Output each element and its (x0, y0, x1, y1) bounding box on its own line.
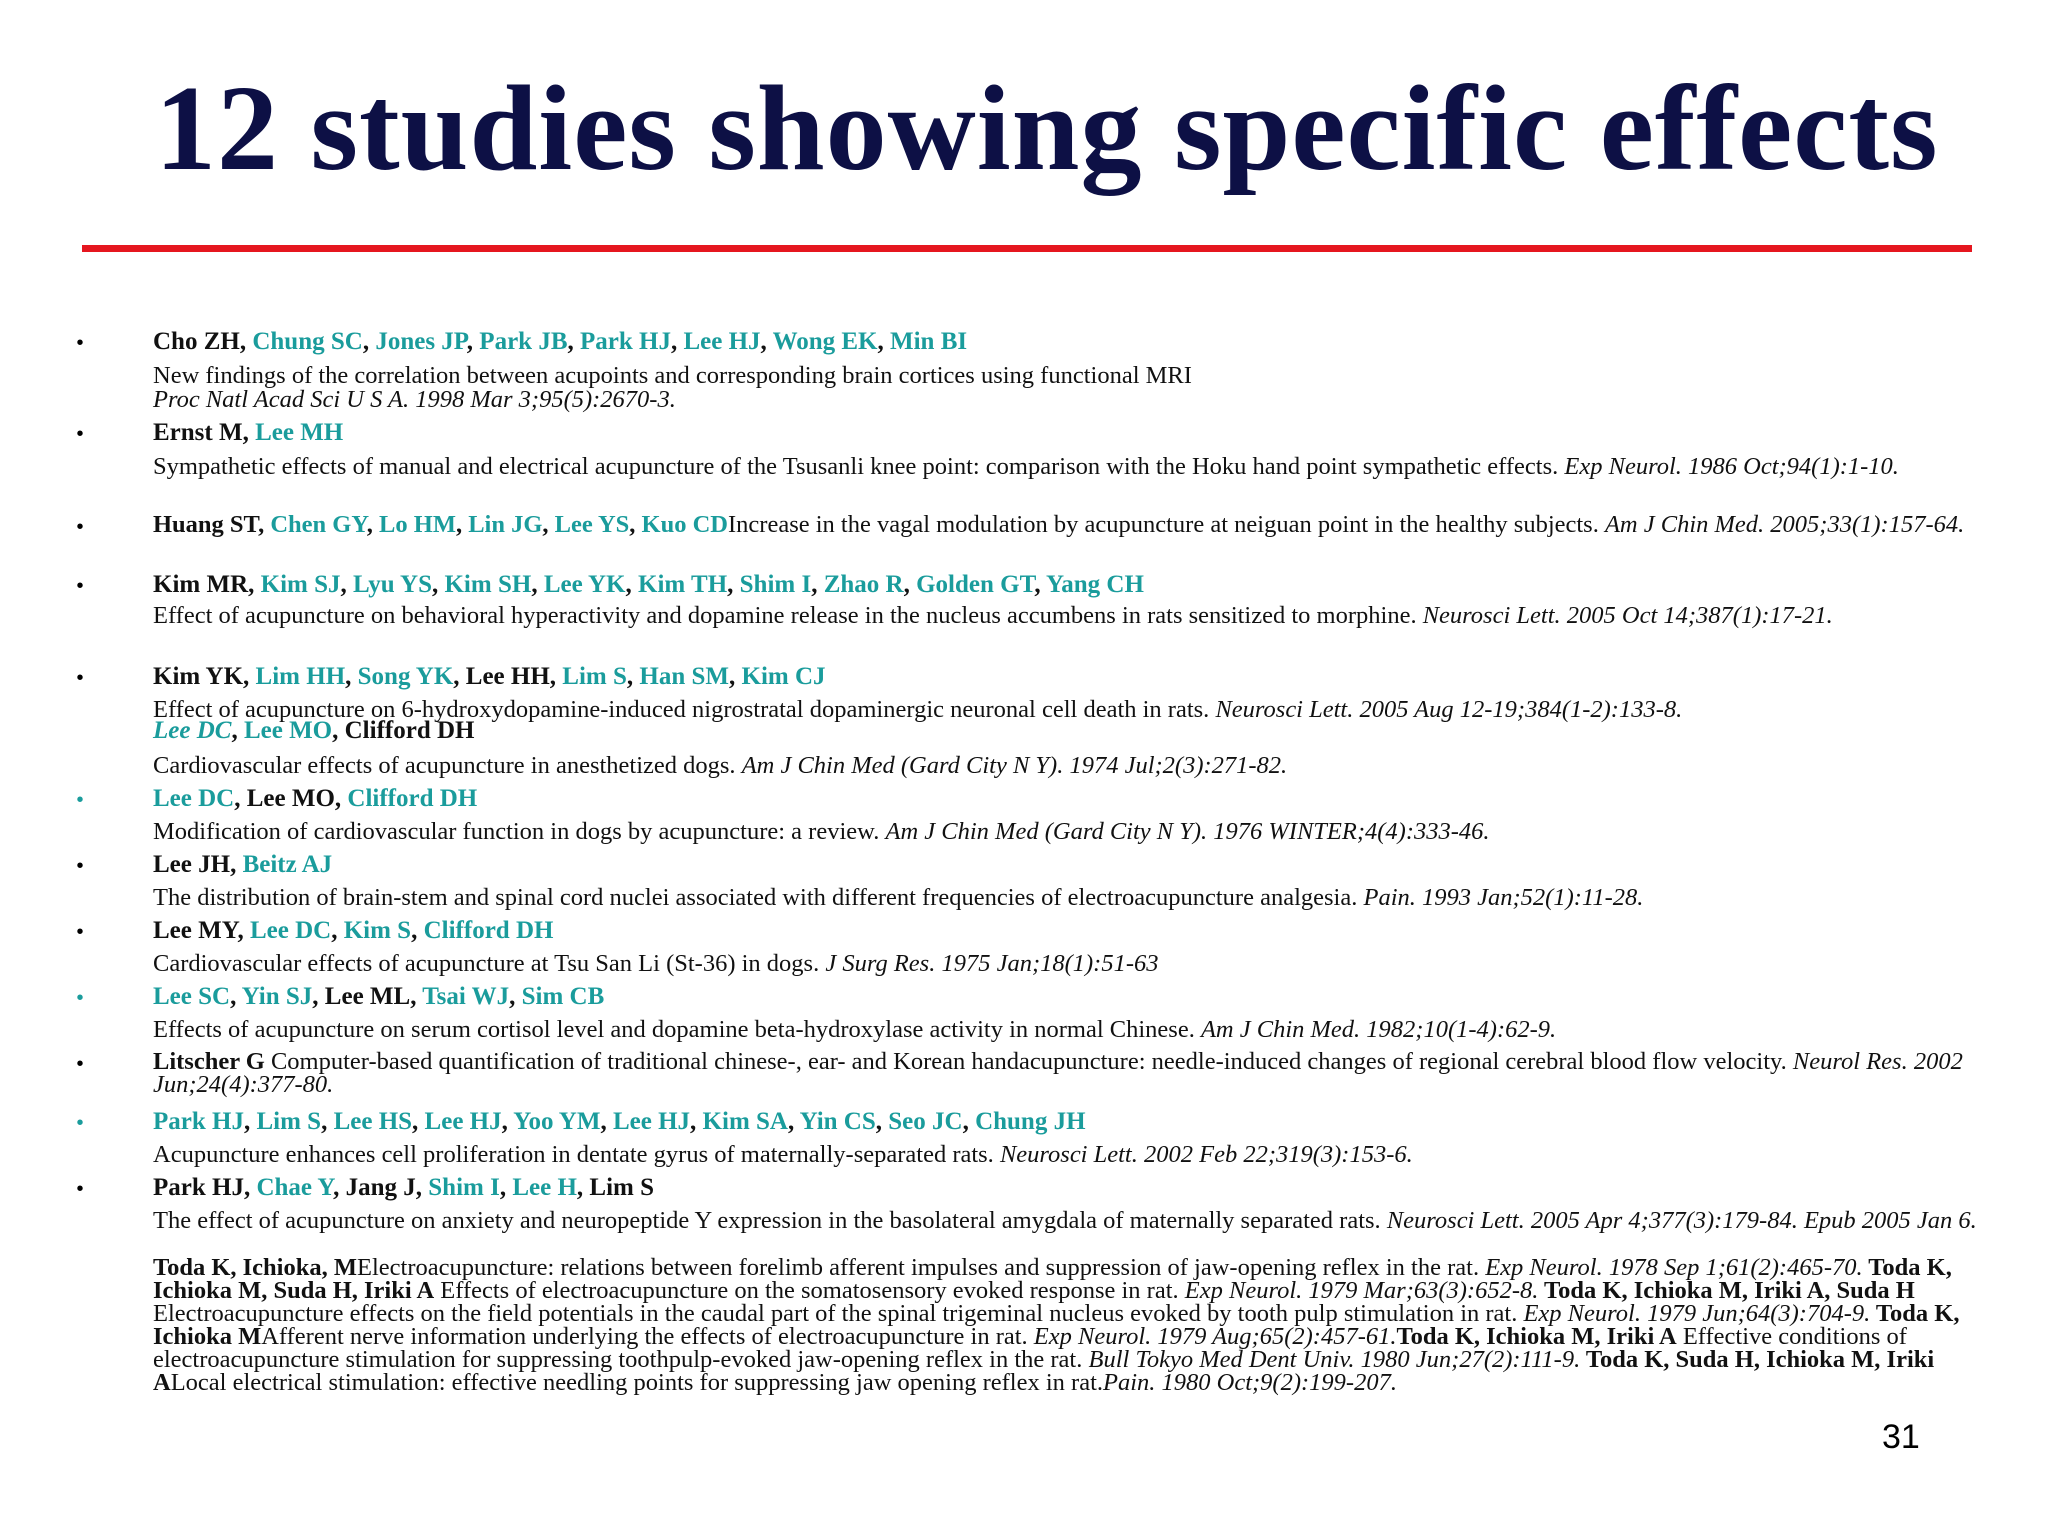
separator: , (243, 1108, 257, 1135)
separator: , (1034, 571, 1046, 598)
separator: , (787, 1108, 800, 1135)
author-link[interactable]: Lin JG (468, 511, 543, 538)
separator: , (333, 1174, 346, 1201)
author-link[interactable]: Min BI (890, 328, 968, 355)
separator: , (727, 571, 740, 598)
separator: , (962, 1108, 976, 1135)
article-title: Computer-based quantification of traditional chinese-, ear- and Korean handacupuncture: needle-induced changes of regional cerebral blood flow velocity. (264, 1048, 1793, 1075)
author-link[interactable]: Jones JP (375, 328, 467, 355)
journal-citation: Bull Tokyo Med Dent Univ. 1980 Jun;27(2):111-9. (1088, 1346, 1581, 1373)
author-link[interactable]: Kim SH (444, 571, 532, 598)
author-link[interactable]: Lee DC (249, 917, 332, 944)
separator: , (760, 328, 773, 355)
separator: , (243, 663, 256, 690)
author-link[interactable]: Clifford DH (423, 917, 554, 944)
article-title: Effective conditions of electroacupuncture stimulation for suppressing toothpulp-evoked jaw-opening reflex in the rat. (153, 1323, 1907, 1373)
separator: , (576, 1174, 590, 1201)
author-link[interactable]: Park JB (479, 328, 568, 355)
author-link[interactable]: Chung JH (975, 1108, 1086, 1135)
article-title: Effects of electroacupuncture on the somatosensory evoked response in rat. (434, 1277, 1185, 1304)
author-link[interactable]: Tsai WJ (422, 983, 510, 1010)
bullet: • (76, 667, 84, 689)
article-title: Cardiovascular effects of acupuncture in anesthetized dogs. (153, 752, 742, 779)
author-link[interactable]: Golden GT (916, 571, 1035, 598)
author: Lee JH (153, 851, 231, 878)
author-line (153, 419, 343, 447)
separator: , (690, 1108, 703, 1135)
separator: , (312, 983, 325, 1010)
separator: , (431, 571, 445, 598)
separator: , (412, 1108, 425, 1135)
separator: , (362, 328, 376, 355)
author-link[interactable]: Yoo YM (513, 1108, 601, 1135)
author: Toda K, Suda H, Ichioka M, Iriki A (153, 1346, 1935, 1396)
slide-title: 12 studies showing specific effects (155, 61, 1939, 196)
separator: , (230, 983, 242, 1010)
author-line (153, 983, 604, 1011)
article-title: Electroacupuncture: relations between forelimb afferent impulses and suppression of jaw-opening reflex in the rat. (357, 1254, 1486, 1281)
separator: , (230, 851, 243, 878)
author-line (153, 328, 967, 356)
article-title: Effect of acupuncture on behavioral hyperactivity and dopamine release in the nucleus accumbens in rats sensitized to morphine. (153, 602, 1423, 629)
toda-references (153, 1256, 1993, 1394)
reference-body (153, 604, 2008, 627)
journal-citation: Am J Chin Med. 2005;33(1):157-64. (1604, 511, 1965, 538)
author-link[interactable]: Chae Y (256, 1174, 334, 1201)
author: Lee HH (465, 663, 550, 690)
separator: , (811, 571, 824, 598)
author-link[interactable]: Yin CS (799, 1108, 876, 1135)
author-link[interactable]: Kim SA (702, 1108, 788, 1135)
journal-citation: Exp Neurol. 1978 Sep 1;61(2):465-70. (1485, 1254, 1863, 1281)
author: Kim YK (153, 663, 244, 690)
author: Litscher G (153, 1048, 265, 1075)
separator: , (243, 1174, 257, 1201)
separator: , (542, 511, 555, 538)
author: Toda K, Ichioka M, Suda H, Iriki A (153, 1254, 1952, 1304)
separator: , (626, 663, 640, 690)
article-title: Local electrical stimulation: effective needling points for suppressing jaw opening reflex in rat. (170, 1369, 1103, 1396)
article-title: Modification of cardiovascular function in dogs by acupuncture: a review. (153, 818, 886, 845)
separator: , (366, 511, 380, 538)
author-link[interactable]: Lee SC (153, 983, 231, 1010)
author-link[interactable]: Kim TH (638, 571, 728, 598)
article-title: Acupuncture enhances cell proliferation in dentate gyrus of maternally-separated rats. (153, 1141, 1000, 1168)
author-link[interactable]: Kim CJ (741, 663, 826, 690)
author-link[interactable]: Lee H (512, 1174, 577, 1201)
author: Ernst M (153, 419, 243, 446)
author-line (153, 717, 474, 745)
reference-body (153, 1209, 2008, 1232)
author-line (153, 1174, 654, 1202)
bullet: • (76, 855, 84, 877)
author-link[interactable]: Lee DC (153, 717, 232, 744)
article-title: The effect of acupuncture on anxiety and neuropeptide Y expression in the basolateral amygdala of maternally separated rats. (153, 1207, 1387, 1234)
author-link[interactable]: Sim CB (521, 983, 605, 1010)
reference-body (153, 952, 2008, 975)
author: Lee MO (246, 785, 335, 812)
separator: , (334, 785, 348, 812)
journal-citation: Am J Chin Med (Gard City N Y). 1974 Jul;2(3):271-82. (741, 752, 1288, 779)
reference-body (153, 886, 2008, 909)
separator: , (531, 571, 544, 598)
reference-body (153, 513, 2008, 536)
author-link[interactable]: Zhao R (823, 571, 904, 598)
reference-body (153, 1018, 2008, 1041)
bullet: • (76, 1112, 84, 1134)
journal-citation: Neurosci Lett. 2002 Feb 22;319(3):153-6. (999, 1141, 1413, 1168)
article-title: Electroacupuncture effects on the field potentials in the caudal part of the spinal trigeminal nucleus evoked by tooth pulp stimulation in rat. (153, 1300, 1524, 1327)
separator: , (237, 917, 250, 944)
separator: , (410, 983, 423, 1010)
separator: , (415, 1174, 429, 1201)
reference-body (153, 754, 2008, 777)
article-title: Effects of acupuncture on serum cortisol level and dopamine beta-hydroxylase activity in normal Chinese. (153, 1016, 1201, 1043)
separator: , (877, 328, 891, 355)
separator: , (411, 917, 424, 944)
journal-citation: Neurosci Lett. 2005 Apr 4;377(3):179-84. Epub 2005 Jan 6. (1386, 1207, 1977, 1234)
author: Lim S (589, 1174, 655, 1201)
separator: , (729, 663, 742, 690)
journal-citation: Pain. 1980 Oct;9(2):199-207. (1103, 1369, 1397, 1396)
separator: , (501, 1108, 514, 1135)
author-line (153, 851, 332, 879)
bullet: • (76, 332, 84, 354)
journal-citation: Neurosci Lett. 2005 Oct 14;387(1):17-21. (1422, 602, 1833, 629)
author-link[interactable]: Lee HJ (612, 1108, 691, 1135)
journal-citation: Pain. 1993 Jan;52(1):11-28. (1363, 884, 1644, 911)
journal-citation: J Surg Res. 1975 Jan;18(1):51-63 (825, 950, 1159, 977)
author-link[interactable]: Yin SJ (241, 983, 313, 1010)
author: Huang ST (153, 511, 259, 538)
bullet: • (76, 516, 84, 538)
separator: , (332, 717, 345, 744)
article-title: The distribution of brain-stem and spinal cord nuclei associated with different frequencies of electroacupuncture analgesia. (153, 884, 1364, 911)
author-link[interactable]: Lee HJ (424, 1108, 502, 1135)
author-line (153, 785, 477, 813)
separator: , (258, 511, 271, 538)
separator: , (629, 511, 642, 538)
author-link[interactable]: Clifford DH (347, 785, 478, 812)
author-line (153, 663, 826, 691)
separator: , (670, 328, 684, 355)
author-link[interactable]: Wong EK (772, 328, 878, 355)
author-link[interactable]: Lee YK (543, 571, 626, 598)
author-link[interactable]: Seo JC (888, 1108, 963, 1135)
author-line (153, 571, 1144, 599)
author-link[interactable]: Lee HJ (683, 328, 761, 355)
separator: , (903, 571, 917, 598)
author-link[interactable]: Lee MO (243, 717, 333, 744)
bullet: • (76, 423, 84, 445)
separator: , (499, 1174, 513, 1201)
reference-body (153, 820, 2008, 843)
author-link[interactable]: Lee HS (333, 1108, 413, 1135)
separator: , (567, 328, 580, 355)
separator: , (242, 419, 256, 446)
author-link[interactable]: Park HJ (153, 1108, 244, 1135)
author-link[interactable]: Chung SC (252, 328, 363, 355)
separator: , (875, 1108, 889, 1135)
author: Cho ZH (153, 328, 240, 355)
journal-citation: Exp Neurol. 1986 Oct;94(1):1-10. (1564, 453, 1899, 480)
journal-citation: Exp Neurol. 1979 Jun;64(3):704-9. (1523, 1300, 1871, 1327)
author: Lee ML (324, 983, 411, 1010)
author-link[interactable]: Shim I (739, 571, 812, 598)
author: Toda K, Ichioka M (153, 1300, 1960, 1350)
author: Park HJ (153, 1174, 244, 1201)
separator: , (231, 717, 244, 744)
journal-citation: Exp Neurol. 1979 Aug;65(2):457-61. (1033, 1323, 1397, 1350)
author-line (153, 917, 553, 945)
separator: , (321, 1108, 334, 1135)
author-link[interactable]: Lo HM (379, 511, 456, 538)
author-link[interactable]: Han SM (639, 663, 730, 690)
separator: , (340, 571, 353, 598)
article-title: Increase in the vagal modulation by acupuncture at neiguan point in the healthy subjects. (728, 511, 1605, 538)
separator: , (455, 511, 469, 538)
article-title: New findings of the correlation between acupoints and corresponding brain cortices using functional MRI (153, 362, 1192, 389)
article-title: Cardiovascular effects of acupuncture at Tsu San Li (St-36) in dogs. (153, 950, 826, 977)
bullet: • (76, 987, 84, 1009)
author-link[interactable]: Lim S (562, 663, 627, 690)
author: Lee MY (153, 917, 238, 944)
author-link[interactable]: Kim S (343, 917, 412, 944)
author: Toda K, Ichioka, M (153, 1254, 357, 1281)
journal-citation: Proc Natl Acad Sci U S A. 1998 Mar 3;95(5):2670-3. (153, 386, 676, 413)
journal-citation: Neurosci Lett. 2005 Aug 12-19;384(1-2):133-8. (1215, 696, 1683, 723)
author-link[interactable]: Park HJ (580, 328, 671, 355)
author: Clifford DH (344, 717, 475, 744)
author-link[interactable]: Lee MH (255, 419, 344, 446)
separator: , (248, 571, 261, 598)
author: Toda K, Ichioka M, Iriki A, Suda H (1538, 1277, 1915, 1304)
separator: , (345, 663, 358, 690)
separator: , (453, 663, 466, 690)
author: Toda K, Ichioka M, Iriki A (1396, 1323, 1677, 1350)
separator: , (466, 328, 480, 355)
bullet: • (76, 921, 84, 943)
author: Jang J (345, 1174, 416, 1201)
article-title: Afferent nerve information underlying the effects of electroacupuncture in rat. (261, 1323, 1034, 1350)
slide-number: 31 (1882, 1418, 1920, 1456)
separator: , (239, 328, 253, 355)
author-link[interactable]: Shim I (428, 1174, 500, 1201)
author-link[interactable]: Lim S (256, 1108, 322, 1135)
author-link[interactable]: Kuo CD (641, 511, 728, 538)
separator: , (331, 917, 344, 944)
article-title: Sympathetic effects of manual and electrical acupuncture of the Tsusanli knee point: comparison with the Hoku hand point sympathetic effects. (153, 453, 1565, 480)
author: Kim MR (153, 571, 249, 598)
separator: , (509, 983, 522, 1010)
author-line (153, 1108, 1086, 1136)
author-link[interactable]: Lim HH (255, 663, 346, 690)
bullet: • (76, 1053, 84, 1075)
author-link[interactable]: Beitz AJ (242, 851, 333, 878)
article-title: Effect of acupuncture on 6-hydroxydopamine-induced nigrostratal dopaminergic neuronal cell death in rats. (153, 696, 1216, 723)
author-link[interactable]: Kim SJ (260, 571, 341, 598)
separator: , (549, 663, 563, 690)
journal-citation: Am J Chin Med (Gard City N Y). 1976 WINTER;4(4):333-46. (885, 818, 1490, 845)
journal-citation: Neurol Res. 2002 Jun;24(4):377-80. (153, 1048, 1963, 1098)
author-link[interactable]: Song YK (357, 663, 454, 690)
journal-citation: Am J Chin Med. 1982;10(1-4):62-9. (1200, 1016, 1557, 1043)
separator: , (600, 1108, 613, 1135)
author-link[interactable]: Lyu YS (353, 571, 432, 598)
author-link[interactable]: Lee DC (153, 785, 235, 812)
author-link[interactable]: Chen GY (270, 511, 367, 538)
reference-body (153, 1143, 2008, 1166)
separator: , (234, 785, 247, 812)
bullet: • (76, 1178, 84, 1200)
journal-citation: Exp Neurol. 1979 Mar;63(3):652-8. (1184, 1277, 1539, 1304)
reference-body (153, 455, 2008, 478)
reference-body (153, 1050, 2008, 1096)
bullet: • (76, 575, 84, 597)
separator: , (625, 571, 639, 598)
author-link[interactable]: Lee YS (554, 511, 630, 538)
bullet: • (76, 789, 84, 811)
author-link[interactable]: Yang CH (1046, 571, 1144, 598)
